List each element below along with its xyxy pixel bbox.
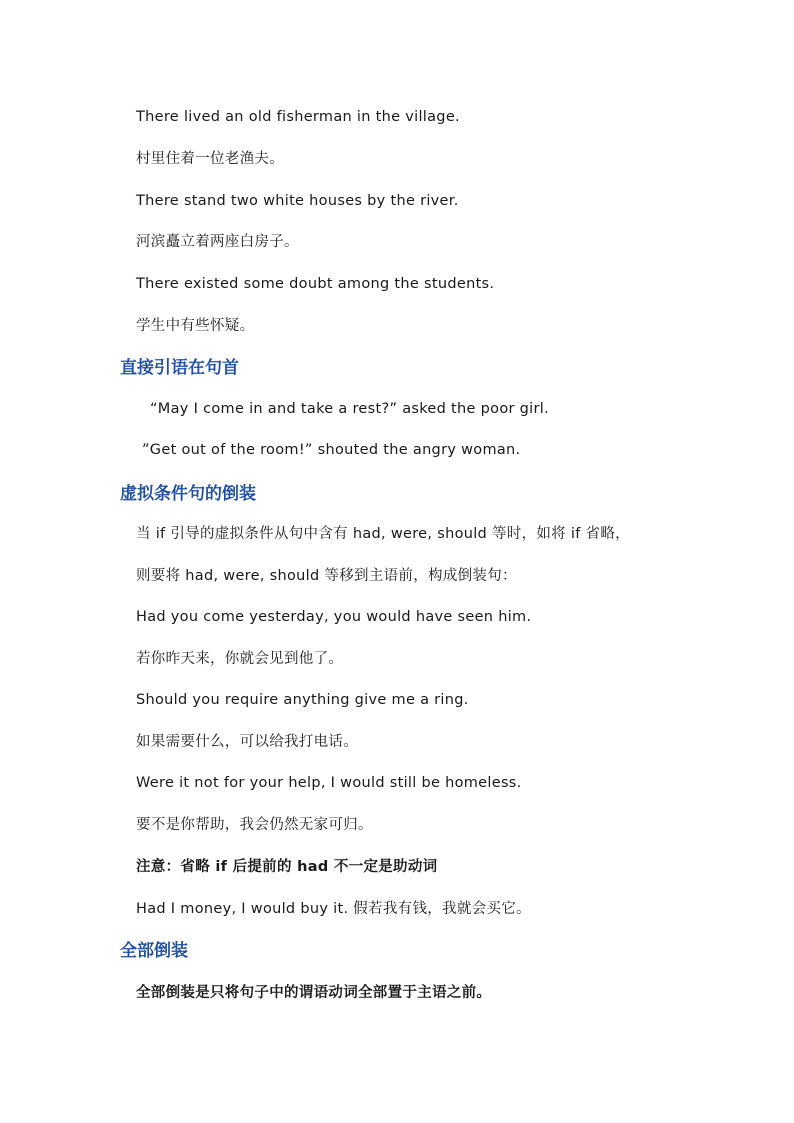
example-sentence-zh: 如果需要什么，可以给我打电话。: [136, 734, 358, 750]
example-sentence-en: “May I come in and take a rest?” asked the poor girl.: [150, 401, 550, 417]
example-sentence-zh: 要不是你帮助，我会仍然无家可归。: [136, 817, 373, 833]
example-sentence-en: ”Get out of the room!” shouted the angry woman.: [142, 442, 521, 458]
section-heading-full-inversion: 全部倒装: [120, 941, 188, 961]
example-sentence-en: Should you require anything give me a ring.: [136, 692, 469, 708]
note-text: 注意：省略 if 后提前的 had 不一定是助动词: [136, 859, 438, 875]
example-sentence-mixed: Had I money, I would buy it. 假若我有钱，我就会买它。: [136, 901, 531, 917]
example-sentence-zh: 村里住着一位老渔夫。: [136, 151, 284, 167]
example-sentence-en: There lived an old fisherman in the village.: [136, 109, 460, 125]
example-sentence-en: Were it not for your help, I would still be homeless.: [136, 775, 522, 791]
example-sentence-zh: 河滨矗立着两座白房子。: [136, 234, 299, 250]
section-heading-subjunctive: 虚拟条件句的倒装: [120, 484, 256, 504]
rule-text: 当 if 引导的虚拟条件从句中含有 had, were, should 等时，如将 if 省略，: [136, 526, 630, 542]
example-sentence-en: There stand two white houses by the river.: [136, 193, 459, 209]
example-sentence-zh: 学生中有些怀疑。: [136, 318, 255, 334]
definition-text: 全部倒装是只将句子中的谓语动词全部置于主语之前。: [136, 985, 492, 1001]
example-sentence-en: Had you come yesterday, you would have seen him.: [136, 609, 532, 625]
example-sentence-en: There existed some doubt among the students.: [136, 276, 495, 292]
rule-text: 则要将 had, were, should 等移到主语前，构成倒装句：: [136, 568, 517, 584]
example-sentence-zh: 若你昨天来，你就会见到他了。: [136, 651, 344, 667]
section-heading-direct-speech: 直接引语在句首: [120, 358, 239, 378]
